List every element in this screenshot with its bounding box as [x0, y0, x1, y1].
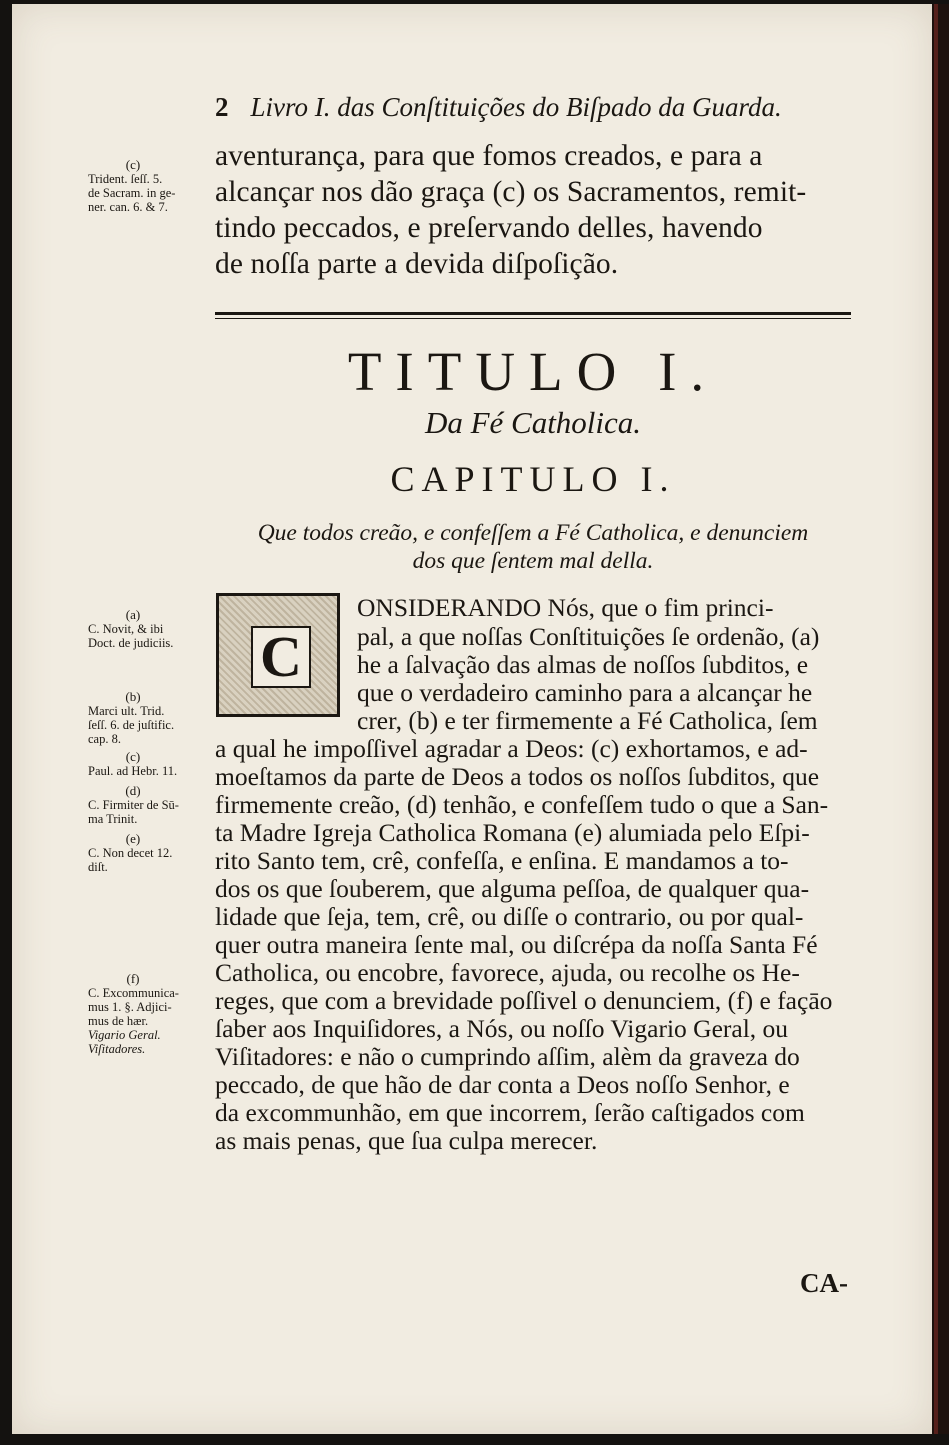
paragraph-line: quer outra maneira ſente mal, ou diſcrépa da noſſa Santa Fé	[215, 930, 818, 959]
paragraph-line: peccado, de que hão de dar conta a Deos noſſo Senhor, e	[215, 1070, 790, 1099]
note-mark: (d)	[125, 783, 141, 798]
note-line: Trident. ſeſſ. 5.	[88, 172, 163, 186]
paragraph-line: as mais penas, que ſua culpa merecer.	[215, 1126, 598, 1155]
paragraph-line: ſaber aos Inquiſidores, a Nós, ou noſſo Vigario Geral, ou	[215, 1014, 789, 1043]
catchword: CA-	[800, 1268, 848, 1298]
note-line: mus 1. §. Adjici-	[88, 1000, 172, 1014]
capitulo-heading: CAPITULO I.	[390, 459, 676, 499]
page-edge	[932, 4, 949, 1434]
note-line: ſeſſ. 6. de juſtific.	[88, 718, 175, 732]
chapter-summary-line: dos que ſentem mal della.	[412, 548, 654, 574]
paragraph-line: rito Santo tem, crê, confeſſa, e enſina. E mandamos a to-	[215, 846, 789, 875]
note-mark: (f)	[126, 971, 140, 986]
titulo-subtitle: Da Fé Catholica.	[424, 405, 642, 440]
note-mark: (c)	[125, 749, 141, 764]
text-line: alcançar nos dão graça (c) os Sacramentos, remit-	[215, 176, 807, 208]
margin-note	[88, 832, 178, 874]
note-line: Doct. de judiciis.	[88, 636, 174, 650]
note-line: C. Firmiter de Sū-	[88, 798, 179, 812]
paragraph-line: Viſitadores: e não o cumprindo aſſim, alèm da graveza do	[215, 1042, 800, 1071]
running-head	[215, 92, 855, 123]
note-line: Vigario Geral.	[88, 1028, 161, 1042]
note-line: C. Non decet 12.	[88, 846, 173, 860]
paragraph-line: pal, a que noſſas Conſtituições ſe ordenão, (a)	[357, 622, 820, 651]
note-mark: (c)	[125, 157, 141, 172]
note-line: Marci ult. Trid.	[88, 704, 165, 718]
note-line: de Sacram. in ge-	[88, 186, 176, 200]
paragraph-line: ta Madre Igreja Catholica Romana (e) alumiada pelo Eſpi-	[215, 818, 810, 847]
note-line: Viſitadores.	[88, 1042, 146, 1056]
margin-note	[88, 750, 178, 778]
note-mark: (e)	[125, 831, 141, 846]
paragraph-line: crer, (b) e ter firmemente a Fé Catholica, ſem	[357, 706, 818, 735]
paragraph-line: moeſtamos da parte de Deos a todos os noſſos ſubditos, que	[215, 762, 820, 791]
titulo-heading: TITULO I.	[347, 341, 719, 402]
paragraph-line: reges, que com a brevidade poſſivel o denunciem, (f) e façāo	[215, 986, 833, 1015]
note-line: cap. 8.	[88, 732, 121, 746]
note-line: mus de hær.	[88, 1014, 149, 1028]
text-line: aventurança, para que fomos creados, e para a	[215, 140, 763, 172]
note-mark: (a)	[125, 607, 141, 622]
margin-note	[88, 784, 179, 826]
ornamental-initial	[216, 593, 340, 717]
paragraph-line: a qual he impoſſivel agradar a Deos: (c) exhortamos, e ad-	[215, 734, 808, 763]
margin-note	[88, 608, 178, 650]
note-line: diſt.	[88, 860, 108, 874]
page-number: 2	[215, 92, 229, 122]
note-line: C. Excommunica-	[88, 986, 179, 1000]
note-line: Paul. ad Hebr. 11.	[88, 764, 178, 778]
note-line: C. Novit, & ibi	[88, 622, 164, 636]
margin-note	[88, 972, 179, 1056]
margin-note	[88, 158, 178, 214]
chapter-summary-line: Que todos creão, e confeſſem a Fé Catholica, e denunciem	[257, 520, 809, 546]
text-line: tindo peccados, e preſervando delles, havendo	[215, 212, 763, 244]
paragraph-line: firmemente creão, (d) tenhão, e confeſſem tudo o que a San-	[215, 790, 829, 819]
running-title: Livro I. das Conſtituições do Biſpado da Guarda.	[250, 92, 782, 122]
paragraph-line: que o verdadeiro caminho para a alcançar he	[357, 678, 813, 707]
paragraph-line: lidade que ſeja, tem, crê, ou diſſe o contrario, ou por qual-	[215, 902, 804, 931]
paragraph-line: dos os que ſouberem, que alguma peſſoa, de qualquer qua-	[215, 874, 810, 903]
paragraph-line: da excommunhão, em que incorrem, ſerão caſtigados com	[215, 1098, 805, 1127]
paragraph-line: he a ſalvação das almas de noſſos ſubditos, e	[357, 650, 809, 679]
paragraph-line: Catholica, ou encobre, favorece, ajuda, ou recolhe os He-	[215, 958, 800, 987]
margin-note	[88, 690, 178, 746]
dropcap-letter: C	[251, 626, 311, 688]
section-rule	[215, 312, 851, 315]
note-line: ma Trinit.	[88, 812, 138, 826]
text-line: de noſſa parte a devida diſpoſição.	[215, 248, 619, 280]
note-mark: (b)	[125, 689, 141, 704]
note-line: ner. can. 6. & 7.	[88, 200, 168, 214]
paragraph-line: ONSIDERANDO Nós, que o fim princi-	[357, 593, 774, 622]
